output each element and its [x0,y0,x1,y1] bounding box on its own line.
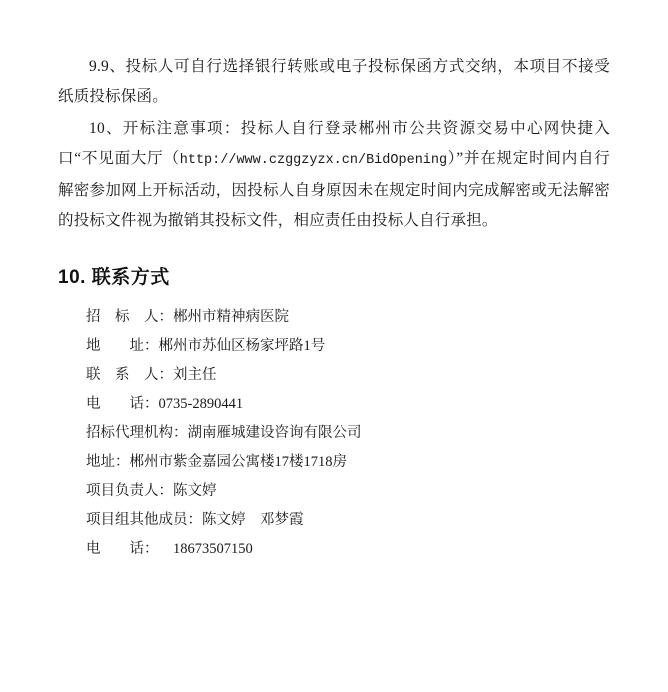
list-item [86,332,610,361]
contact-label: 联 系 人： [86,367,173,383]
list-item [86,448,610,477]
contact-value: 陈文婷 [173,483,217,499]
paragraph-10 [58,114,610,236]
list-item [86,477,610,506]
list-item [86,303,610,332]
contact-value: 湖南雁城建设咨询有限公司 [187,425,362,441]
contact-label: 项目组其他成员： [86,512,202,528]
contact-label: 项目负责人： [86,483,173,499]
contact-value: 刘主任 [173,367,217,383]
contact-label: 电 话： [86,396,159,412]
paragraph-9-9: 9.9、投标人可自行选择银行转账或电子投标保函方式交纳，本项目不接受纸质投标保函。 [58,58,610,105]
contact-list [86,303,610,564]
bidopening-url: http://www.czggzyzx.cn/BidOpening [179,153,448,168]
contact-value: 陈文婷 邓梦霞 [202,512,304,528]
list-item [86,390,610,419]
contact-label: 招标代理机构： [86,425,188,441]
contact-label: 电 话： [86,541,159,557]
paragraph-10-after: ）”并在规定时间内自行解密参加网上开标活动，因投标人自身原因未在规定时间内完成解密或无法解密的投标文件视为撤销其投标文件，相应责任由投标人自行承担。 [58,150,610,229]
contact-label: 招 标 人： [86,309,173,325]
list-item [86,506,610,535]
list-item [86,419,610,448]
contact-value: 郴州市苏仙区杨家坪路1号 [158,338,326,354]
contact-value: 0735-2890441 [158,396,244,412]
contact-value: 郴州市精神病医院 [173,309,289,325]
paragraph-10-before: 10、开标注意事项：投标人自行登录郴州市公共资源交易中心网快捷入口“不见面大厅（ [58,120,610,167]
page-title: 联系方式 [91,267,170,288]
contact-value: 18673507150 [158,541,253,557]
contact-value: 郴州市紫金嘉园公寓楼17楼1718房 [129,454,347,470]
list-item [86,535,610,564]
contact-label: 地址： [86,454,130,470]
section-number: 10. [58,267,86,288]
contact-label: 地 址： [86,338,159,354]
section-heading-contact [58,262,610,289]
list-item [86,361,610,390]
